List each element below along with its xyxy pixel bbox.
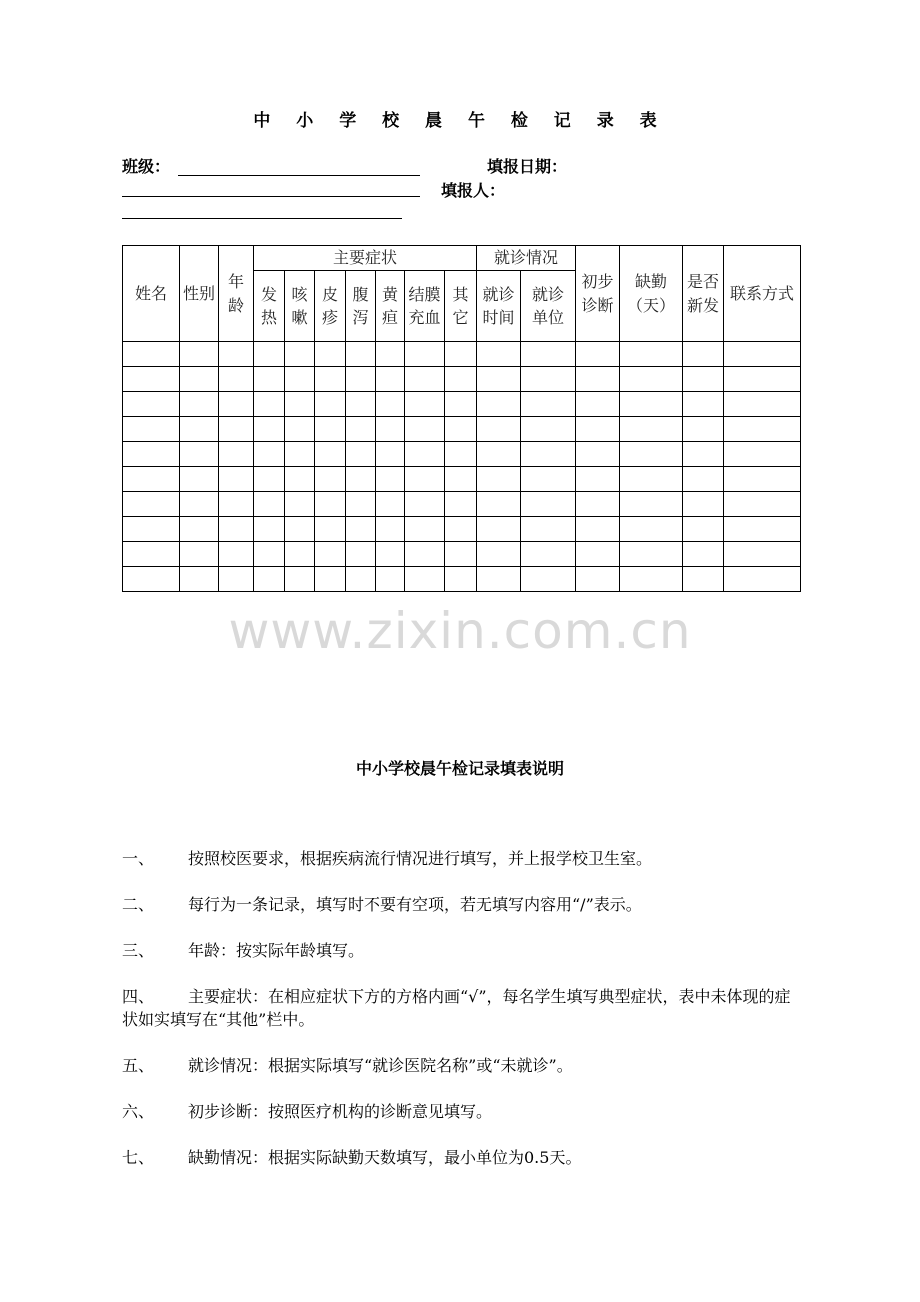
record-cell[interactable] xyxy=(180,367,219,392)
record-cell[interactable] xyxy=(123,492,180,517)
record-cell[interactable] xyxy=(477,492,521,517)
record-cell[interactable] xyxy=(405,417,445,442)
record-cell[interactable] xyxy=(346,517,376,542)
record-cell[interactable] xyxy=(346,367,376,392)
record-cell[interactable] xyxy=(180,417,219,442)
record-cell[interactable] xyxy=(620,517,683,542)
record-cell[interactable] xyxy=(683,492,724,517)
reporter-label: 填报人： xyxy=(441,181,506,200)
instruction-text: 主要症状：在相应症状下方的方格内画“√”，每名学生填写典型症状，表中未体现的症状如实填写在“其他”栏中。 xyxy=(122,987,791,1029)
record-cell[interactable] xyxy=(724,492,801,517)
record-cell[interactable] xyxy=(180,342,219,367)
date-field-line[interactable] xyxy=(122,196,420,197)
record-cell[interactable] xyxy=(405,392,445,417)
record-cell[interactable] xyxy=(521,392,576,417)
record-cell[interactable] xyxy=(405,367,445,392)
record-row xyxy=(123,442,801,467)
record-cell[interactable] xyxy=(346,342,376,367)
date-label: 填报日期： xyxy=(487,157,568,176)
record-cell[interactable] xyxy=(254,492,285,517)
record-cell[interactable] xyxy=(521,567,576,592)
record-cell[interactable] xyxy=(219,567,254,592)
record-body xyxy=(123,342,801,592)
record-cell[interactable] xyxy=(123,367,180,392)
record-cell[interactable] xyxy=(123,467,180,492)
instruction-item xyxy=(122,1146,802,1169)
instruction-item xyxy=(122,939,802,962)
header-visit-unit: 就诊 单位 xyxy=(521,271,576,342)
record-cell[interactable] xyxy=(285,542,315,567)
record-cell[interactable] xyxy=(683,367,724,392)
record-cell[interactable] xyxy=(254,417,285,442)
record-cell[interactable] xyxy=(405,342,445,367)
instruction-text: 就诊情况：根据实际填写“就诊医院名称”或“未就诊”。 xyxy=(188,1056,573,1075)
record-cell[interactable] xyxy=(285,367,315,392)
record-row xyxy=(123,467,801,492)
record-cell[interactable] xyxy=(477,567,521,592)
record-cell[interactable] xyxy=(315,342,346,367)
record-cell[interactable] xyxy=(445,417,477,442)
record-cell[interactable] xyxy=(445,467,477,492)
record-cell[interactable] xyxy=(405,467,445,492)
instruction-item xyxy=(122,985,802,1031)
record-cell[interactable] xyxy=(477,517,521,542)
record-cell[interactable] xyxy=(477,467,521,492)
record-cell[interactable] xyxy=(724,442,801,467)
record-cell[interactable] xyxy=(683,517,724,542)
record-cell[interactable] xyxy=(180,517,219,542)
record-cell[interactable] xyxy=(254,467,285,492)
record-cell[interactable] xyxy=(724,392,801,417)
instruction-number: 四、 xyxy=(122,987,155,1006)
record-cell[interactable] xyxy=(315,492,346,517)
record-cell[interactable] xyxy=(254,567,285,592)
record-cell[interactable] xyxy=(445,567,477,592)
record-cell[interactable] xyxy=(521,342,576,367)
record-cell[interactable] xyxy=(346,567,376,592)
record-cell[interactable] xyxy=(576,392,620,417)
record-cell[interactable] xyxy=(405,442,445,467)
record-cell[interactable] xyxy=(405,492,445,517)
record-cell[interactable] xyxy=(405,542,445,567)
record-cell[interactable] xyxy=(180,567,219,592)
record-cell[interactable] xyxy=(576,367,620,392)
record-cell[interactable] xyxy=(521,492,576,517)
watermark: www.zixin.com.cn xyxy=(228,602,692,660)
record-cell[interactable] xyxy=(620,342,683,367)
record-row xyxy=(123,342,801,367)
class-field-line[interactable] xyxy=(178,175,420,176)
record-cell[interactable] xyxy=(477,417,521,442)
record-cell[interactable] xyxy=(346,542,376,567)
record-cell[interactable] xyxy=(285,342,315,367)
record-cell[interactable] xyxy=(724,517,801,542)
record-cell[interactable] xyxy=(576,517,620,542)
record-cell[interactable] xyxy=(376,492,405,517)
record-cell[interactable] xyxy=(620,367,683,392)
record-cell[interactable] xyxy=(346,492,376,517)
record-cell[interactable] xyxy=(123,517,180,542)
instruction-number: 一、 xyxy=(122,849,155,868)
record-cell[interactable] xyxy=(219,492,254,517)
record-cell[interactable] xyxy=(683,392,724,417)
record-cell[interactable] xyxy=(724,417,801,442)
record-cell[interactable] xyxy=(219,367,254,392)
record-cell[interactable] xyxy=(477,442,521,467)
record-cell[interactable] xyxy=(620,567,683,592)
record-cell[interactable] xyxy=(285,442,315,467)
record-cell[interactable] xyxy=(620,417,683,442)
record-cell[interactable] xyxy=(123,567,180,592)
header-symptom-cough: 咳 嗽 xyxy=(285,271,315,342)
record-cell[interactable] xyxy=(445,492,477,517)
record-cell[interactable] xyxy=(123,542,180,567)
record-cell[interactable] xyxy=(376,417,405,442)
record-cell[interactable] xyxy=(315,442,346,467)
record-cell[interactable] xyxy=(477,342,521,367)
record-cell[interactable] xyxy=(315,567,346,592)
record-cell[interactable] xyxy=(620,442,683,467)
record-cell[interactable] xyxy=(576,542,620,567)
record-cell[interactable] xyxy=(376,517,405,542)
header-contact: 联系方式 xyxy=(724,246,801,342)
header-symptom-conjunctival: 结膜 充血 xyxy=(405,271,445,342)
record-cell[interactable] xyxy=(521,542,576,567)
record-row xyxy=(123,517,801,542)
record-cell[interactable] xyxy=(285,567,315,592)
record-cell[interactable] xyxy=(346,417,376,442)
record-cell[interactable] xyxy=(683,442,724,467)
header-symptom-other: 其 它 xyxy=(445,271,477,342)
instruction-text: 初步诊断：按照医疗机构的诊断意见填写。 xyxy=(188,1102,493,1121)
record-cell[interactable] xyxy=(576,442,620,467)
record-cell[interactable] xyxy=(683,342,724,367)
record-cell[interactable] xyxy=(180,392,219,417)
record-cell[interactable] xyxy=(254,542,285,567)
record-cell[interactable] xyxy=(376,442,405,467)
instruction-text: 每行为一条记录，填写时不要有空项，若无填写内容用“/”表示。 xyxy=(188,895,642,914)
record-cell[interactable] xyxy=(620,492,683,517)
record-cell[interactable] xyxy=(254,517,285,542)
record-cell[interactable] xyxy=(315,392,346,417)
record-cell[interactable] xyxy=(683,542,724,567)
record-cell[interactable] xyxy=(724,467,801,492)
record-cell[interactable] xyxy=(521,367,576,392)
record-cell[interactable] xyxy=(219,467,254,492)
record-cell[interactable] xyxy=(219,517,254,542)
instruction-number: 六、 xyxy=(122,1102,155,1121)
record-cell[interactable] xyxy=(315,542,346,567)
header-visit-group: 就诊情况 xyxy=(477,246,576,271)
record-cell[interactable] xyxy=(315,517,346,542)
instruction-item xyxy=(122,1054,802,1077)
record-cell[interactable] xyxy=(376,542,405,567)
record-row xyxy=(123,567,801,592)
record-cell[interactable] xyxy=(620,467,683,492)
record-cell[interactable] xyxy=(219,542,254,567)
header-symptom-diarrhea: 腹 泻 xyxy=(346,271,376,342)
record-row xyxy=(123,392,801,417)
record-cell[interactable] xyxy=(315,467,346,492)
instruction-text: 按照校医要求，根据疾病流行情况进行填写，并上报学校卫生室。 xyxy=(188,849,653,868)
record-cell[interactable] xyxy=(445,542,477,567)
record-cell[interactable] xyxy=(445,442,477,467)
record-cell[interactable] xyxy=(405,567,445,592)
header-symptoms-group: 主要症状 xyxy=(254,246,477,271)
record-row xyxy=(123,542,801,567)
instruction-item xyxy=(122,893,802,916)
record-cell[interactable] xyxy=(346,467,376,492)
form-title: 中 小 学 校 晨 午 检 记 录 表 xyxy=(253,111,667,131)
record-cell[interactable] xyxy=(254,392,285,417)
instruction-text: 年龄：按实际年龄填写。 xyxy=(188,941,365,960)
record-cell[interactable] xyxy=(219,392,254,417)
record-cell[interactable] xyxy=(445,517,477,542)
instruction-text: 缺勤情况：根据实际缺勤天数填写，最小单位为0.5天。 xyxy=(188,1148,582,1167)
record-cell[interactable] xyxy=(445,392,477,417)
record-cell[interactable] xyxy=(219,442,254,467)
record-cell[interactable] xyxy=(477,542,521,567)
record-cell[interactable] xyxy=(445,367,477,392)
record-row xyxy=(123,492,801,517)
record-cell[interactable] xyxy=(576,492,620,517)
record-cell[interactable] xyxy=(346,442,376,467)
inspection-record-table xyxy=(122,245,801,592)
record-cell[interactable] xyxy=(315,367,346,392)
record-cell[interactable] xyxy=(180,492,219,517)
record-cell[interactable] xyxy=(521,517,576,542)
record-cell[interactable] xyxy=(285,492,315,517)
record-cell[interactable] xyxy=(285,417,315,442)
record-cell[interactable] xyxy=(477,392,521,417)
record-cell[interactable] xyxy=(180,467,219,492)
class-label: 班级： xyxy=(122,157,171,176)
record-cell[interactable] xyxy=(376,467,405,492)
record-cell[interactable] xyxy=(219,417,254,442)
record-cell[interactable] xyxy=(346,392,376,417)
header-name: 姓名 xyxy=(123,246,180,342)
instruction-number: 三、 xyxy=(122,941,155,960)
record-cell[interactable] xyxy=(254,367,285,392)
instruction-item xyxy=(122,1100,802,1123)
record-cell[interactable] xyxy=(620,542,683,567)
instruction-number: 二、 xyxy=(122,895,155,914)
reporter-field-line[interactable] xyxy=(122,218,402,219)
record-cell[interactable] xyxy=(123,442,180,467)
instruction-item xyxy=(122,847,802,870)
record-cell[interactable] xyxy=(477,367,521,392)
record-cell[interactable] xyxy=(620,392,683,417)
header-age: 年 龄 xyxy=(219,246,254,342)
header-visit-time: 就诊 时间 xyxy=(477,271,521,342)
record-cell[interactable] xyxy=(724,542,801,567)
record-cell[interactable] xyxy=(405,517,445,542)
instruction-number: 五、 xyxy=(122,1056,155,1075)
record-cell[interactable] xyxy=(683,417,724,442)
record-cell[interactable] xyxy=(724,342,801,367)
record-cell[interactable] xyxy=(285,467,315,492)
record-cell[interactable] xyxy=(576,467,620,492)
record-cell[interactable] xyxy=(123,342,180,367)
record-row xyxy=(123,417,801,442)
record-cell[interactable] xyxy=(683,567,724,592)
record-cell[interactable] xyxy=(724,367,801,392)
header-symptom-rash: 皮 疹 xyxy=(315,271,346,342)
record-cell[interactable] xyxy=(521,442,576,467)
header-symptom-fever: 发 热 xyxy=(254,271,285,342)
record-cell[interactable] xyxy=(123,392,180,417)
record-cell[interactable] xyxy=(254,342,285,367)
record-cell[interactable] xyxy=(376,367,405,392)
record-cell[interactable] xyxy=(180,542,219,567)
record-cell[interactable] xyxy=(254,442,285,467)
record-cell[interactable] xyxy=(724,567,801,592)
record-cell[interactable] xyxy=(576,417,620,442)
record-cell[interactable] xyxy=(123,417,180,442)
record-cell[interactable] xyxy=(521,417,576,442)
header-symptom-jaundice: 黄 疸 xyxy=(376,271,405,342)
header-absence: 缺勤 （天） xyxy=(620,246,683,342)
record-cell[interactable] xyxy=(683,467,724,492)
record-cell[interactable] xyxy=(285,392,315,417)
record-cell[interactable] xyxy=(315,417,346,442)
instruction-number: 七、 xyxy=(122,1148,155,1167)
record-cell[interactable] xyxy=(376,392,405,417)
header-gender: 性别 xyxy=(180,246,219,342)
record-cell[interactable] xyxy=(180,442,219,467)
record-cell[interactable] xyxy=(376,567,405,592)
record-row xyxy=(123,367,801,392)
record-cell[interactable] xyxy=(445,342,477,367)
instructions-title: 中小学校晨午检记录填表说明 xyxy=(355,759,564,778)
record-cell[interactable] xyxy=(285,517,315,542)
record-cell[interactable] xyxy=(576,342,620,367)
header-diagnosis: 初步 诊断 xyxy=(576,246,620,342)
record-cell[interactable] xyxy=(521,467,576,492)
record-cell[interactable] xyxy=(376,342,405,367)
header-new-case: 是否 新发 xyxy=(683,246,724,342)
record-cell[interactable] xyxy=(219,342,254,367)
record-cell[interactable] xyxy=(576,567,620,592)
